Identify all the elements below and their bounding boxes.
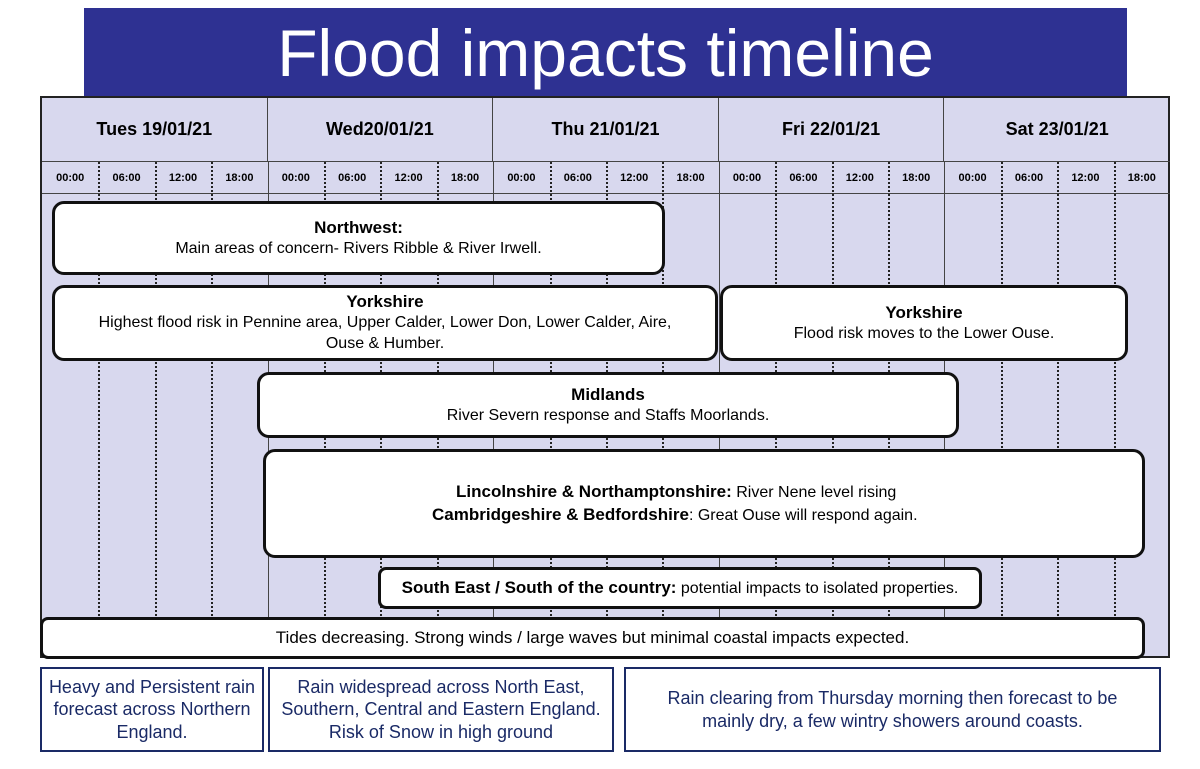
- band-south-east: [378, 567, 982, 609]
- time-label: 18:00: [437, 162, 493, 194]
- time-label: 12:00: [832, 162, 888, 194]
- time-label: 00:00: [268, 162, 324, 194]
- day-header: Wed20/01/21: [268, 98, 494, 162]
- time-label: 12:00: [606, 162, 662, 194]
- band-south-east-line: [389, 578, 971, 598]
- band-yorkshire-1: [52, 285, 718, 361]
- band-tides: [40, 617, 1145, 659]
- time-gridline: [1114, 162, 1116, 656]
- time-label: 18:00: [1114, 162, 1170, 194]
- day-header: Thu 21/01/21: [493, 98, 719, 162]
- band-yorkshire-1-text: Highest flood risk in Pennine area, Upper Calder, Lower Don, Lower Calder, Aire, Ouse & Humber.: [98, 314, 672, 353]
- time-label: 06:00: [775, 162, 831, 194]
- band-northwest-text: Main areas of concern- Rivers Ribble & River Irwell.: [175, 239, 542, 257]
- time-gridline: [1001, 162, 1003, 656]
- band-yorkshire-2-heading: Yorkshire: [885, 302, 963, 322]
- weather-note-1: [40, 667, 264, 752]
- time-label: 12:00: [380, 162, 436, 194]
- time-label: 12:00: [155, 162, 211, 194]
- band-east-heading-1: Lincolnshire & Northamptonshire:: [456, 481, 732, 501]
- band-yorkshire-2: [720, 285, 1128, 361]
- band-east-line-1: [416, 481, 1134, 504]
- band-tides-text: Tides decreasing. Strong winds / large waves but minimal coastal impacts expected.: [275, 627, 910, 647]
- band-yorkshire-2-text: Flood risk moves to the Lower Ouse.: [793, 324, 1055, 342]
- day-header: Sat 23/01/21: [944, 98, 1170, 162]
- band-east-text-1: River Nene level rising: [731, 483, 897, 501]
- band-east-line-2: [416, 504, 1134, 527]
- band-midlands-text: River Severn response and Staffs Moorlands.: [446, 406, 770, 424]
- time-label: 18:00: [888, 162, 944, 194]
- band-east-text-2: : Great Ouse will respond again.: [688, 506, 918, 524]
- time-gridline: [1057, 162, 1059, 656]
- page-title: Flood impacts timeline: [84, 8, 1127, 96]
- weather-note-3-text: Rain clearing from Thursday morning then forecast to be mainly dry, a few wintry showers around coasts.: [667, 688, 1118, 731]
- band-midlands: [257, 372, 959, 438]
- weather-note-2: [268, 667, 614, 752]
- time-label: 00:00: [944, 162, 1000, 194]
- time-label: 00:00: [42, 162, 98, 194]
- day-header: Fri 22/01/21: [719, 98, 945, 162]
- band-south-east-heading: South East / South of the country:: [401, 577, 677, 597]
- band-yorkshire-1-heading: Yorkshire: [346, 292, 424, 312]
- time-label: 06:00: [324, 162, 380, 194]
- time-label: 00:00: [719, 162, 775, 194]
- time-label: 18:00: [211, 162, 267, 194]
- band-south-east-text: potential impacts to isolated properties.: [676, 579, 959, 597]
- time-label: 18:00: [662, 162, 718, 194]
- band-midlands-heading: Midlands: [571, 384, 645, 404]
- weather-note-3: [624, 667, 1161, 752]
- time-label: 06:00: [550, 162, 606, 194]
- band-northwest: [52, 201, 665, 275]
- band-east: [263, 449, 1145, 558]
- time-label: 06:00: [1001, 162, 1057, 194]
- time-label: 00:00: [493, 162, 549, 194]
- time-label: 12:00: [1057, 162, 1113, 194]
- weather-note-2-text: Rain widespread across North East, Southern, Central and Eastern England. Risk of Snow in high ground: [281, 676, 601, 742]
- day-header: Tues 19/01/21: [42, 98, 268, 162]
- band-east-heading-2: Cambridgeshire & Bedfordshire: [432, 504, 689, 524]
- band-northwest-heading: Northwest:: [314, 217, 403, 237]
- weather-note-1-text: Heavy and Persistent rain forecast across Northern England.: [48, 676, 256, 742]
- time-label: 06:00: [98, 162, 154, 194]
